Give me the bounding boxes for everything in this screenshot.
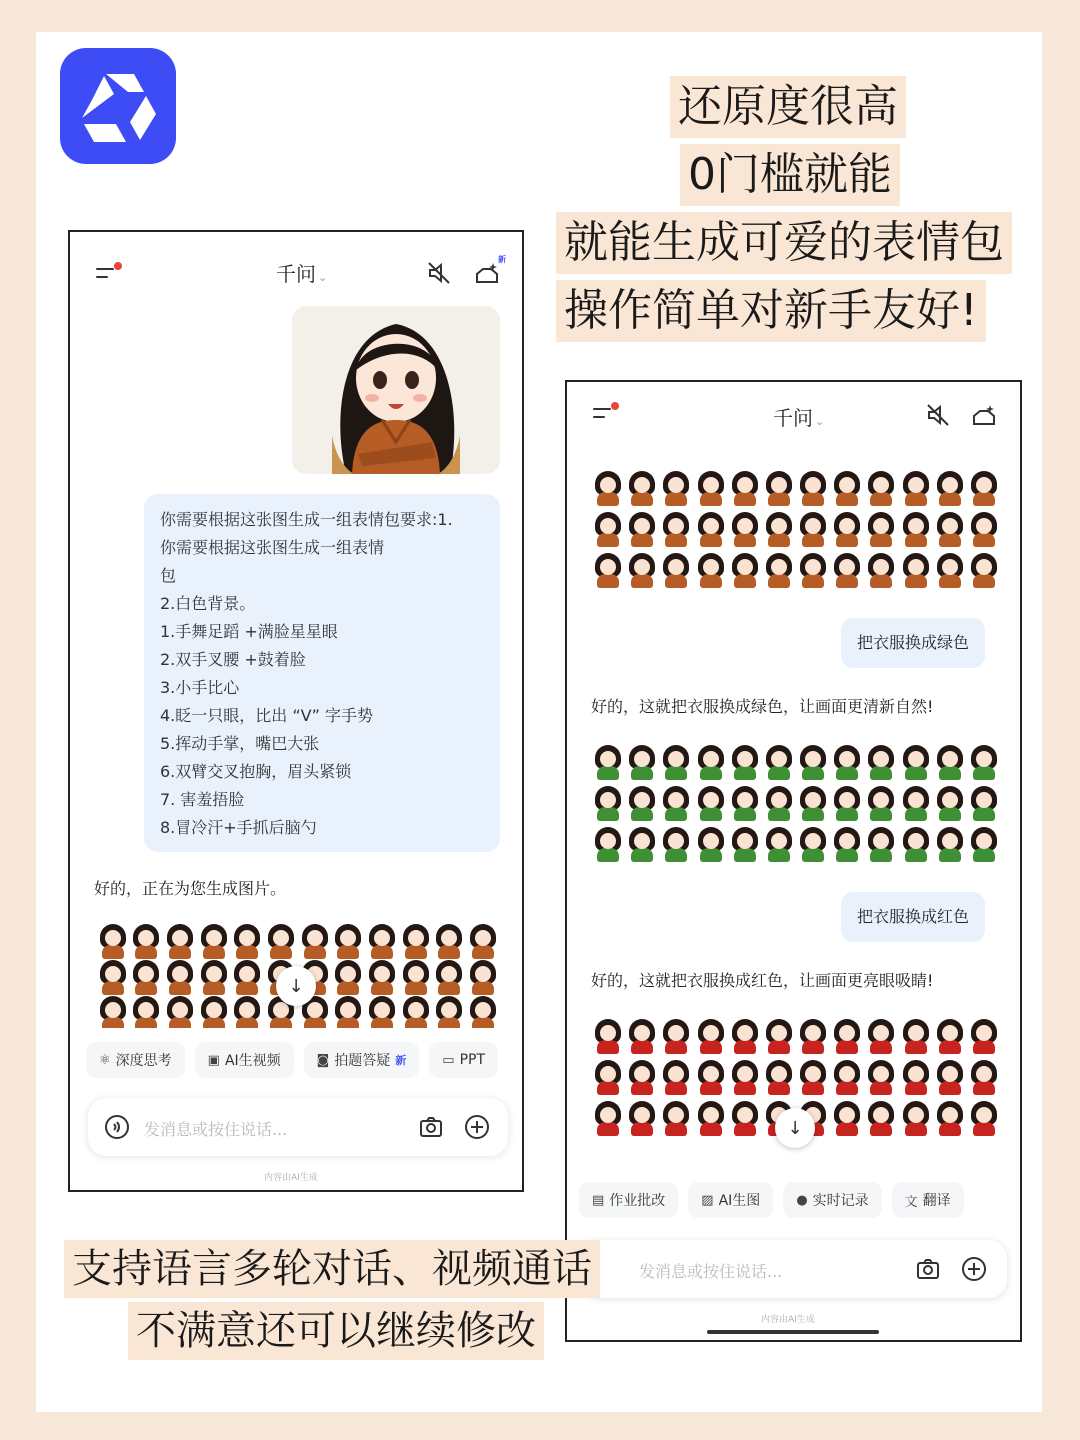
sticker-item <box>899 509 933 550</box>
camera-icon[interactable] <box>418 1114 444 1140</box>
request-line: 3.小手比心 <box>160 678 240 697</box>
ai-disclaimer: 内容由AI生成 <box>761 1315 815 1325</box>
qwen-logo-icon <box>76 64 160 148</box>
sticker-item <box>728 1057 762 1098</box>
sticker-item <box>830 1099 864 1140</box>
sticker-item <box>298 924 332 960</box>
sticker-item <box>796 1016 830 1057</box>
sticker-item <box>399 960 433 996</box>
sticker-item <box>591 1099 625 1140</box>
request-line: 2.双手叉腰 +鼓着脸 <box>160 650 306 669</box>
sticker-item <box>365 924 399 960</box>
sticker-item <box>694 509 728 550</box>
sticker-item <box>728 825 762 866</box>
sticker-item <box>967 468 1001 509</box>
sticker-item <box>762 468 796 509</box>
sticker-item <box>399 924 433 960</box>
sticker-item <box>830 1016 864 1057</box>
request-line: 6.双臂交叉抱胸，眉头紧锁 <box>160 762 352 781</box>
message-input[interactable]: 发消息或按住说话... <box>639 1262 783 1281</box>
sticker-item <box>864 468 898 509</box>
sticker-item <box>864 825 898 866</box>
sticker-item <box>933 509 967 550</box>
request-line: 7. 害羞捂脸 <box>160 790 245 809</box>
sticker-item <box>659 1016 693 1057</box>
sticker-item <box>796 1057 830 1098</box>
new-badge: 新 <box>498 255 506 264</box>
headline-line-4: 操作简单对新手友好! <box>556 280 986 342</box>
sticker-item <box>625 1016 659 1057</box>
sticker-item <box>830 509 864 550</box>
sticker-item <box>830 1057 864 1098</box>
headline-line-3: 就能生成可爱的表情包 <box>556 212 1012 274</box>
request-line: 1.手舞足蹈 +满脸星星眼 <box>160 622 338 641</box>
sticker-item <box>399 996 433 1028</box>
camera-icon[interactable] <box>915 1256 941 1282</box>
sticker-item <box>130 960 164 996</box>
sticker-item <box>694 551 728 592</box>
sticker-item <box>659 1057 693 1098</box>
sticker-item <box>694 1057 728 1098</box>
request-line: 8.冒冷汗+手抓后脑勺 <box>160 818 317 837</box>
sticker-item <box>762 825 796 866</box>
sticker-item <box>796 825 830 866</box>
sticker-item <box>231 960 265 996</box>
sticker-sheet-green[interactable] <box>591 742 1001 866</box>
chip-photo-question[interactable]: ◙ 拍题答疑 新 <box>304 1042 420 1078</box>
new-chat-icon[interactable] <box>474 260 500 286</box>
sticker-item <box>762 551 796 592</box>
sticker-item <box>694 1099 728 1140</box>
request-line: 2.白色背景。 <box>160 594 256 613</box>
sticker-item <box>933 1016 967 1057</box>
sticker-item <box>96 960 130 996</box>
chip-homework[interactable]: ▤ 作业批改 <box>579 1182 678 1218</box>
headline-line-1: 还原度很高 <box>670 76 906 138</box>
sticker-item <box>625 1057 659 1098</box>
sticker-item <box>933 742 967 783</box>
sticker-item <box>231 996 265 1028</box>
sticker-item <box>864 551 898 592</box>
sticker-item <box>163 960 197 996</box>
sticker-item <box>591 783 625 824</box>
sticker-item <box>899 1057 933 1098</box>
user-message-bubble: 把衣服换成绿色 <box>841 618 985 668</box>
sticker-item <box>967 1099 1001 1140</box>
sticker-item <box>466 960 500 996</box>
sticker-item <box>365 996 399 1028</box>
chip-ppt[interactable]: ▭ PPT <box>429 1042 498 1078</box>
quick-action-chips <box>579 1182 964 1218</box>
mic-icon: ● <box>796 1192 808 1208</box>
app-title[interactable]: 千问 ⌄ <box>773 406 825 430</box>
sticker-item <box>796 551 830 592</box>
sticker-item <box>899 468 933 509</box>
sticker-item <box>625 468 659 509</box>
sticker-item <box>659 1099 693 1140</box>
sticker-item <box>899 742 933 783</box>
sticker-item <box>864 783 898 824</box>
sticker-item <box>728 509 762 550</box>
sticker-item <box>433 960 467 996</box>
sticker-item <box>264 924 298 960</box>
message-input-bar[interactable] <box>581 1240 1007 1298</box>
app-title[interactable]: 千问 ⌄ <box>276 262 328 286</box>
sticker-item <box>659 468 693 509</box>
sticker-item <box>728 1016 762 1057</box>
sticker-item <box>591 1057 625 1098</box>
sticker-item <box>728 783 762 824</box>
sticker-item <box>830 551 864 592</box>
menu-icon[interactable] <box>593 402 619 424</box>
sticker-item <box>694 825 728 866</box>
new-tag: 新 <box>395 1054 407 1067</box>
sticker-item <box>197 996 231 1028</box>
request-line: 你需要根据这张图生成一组表情 <box>160 538 385 557</box>
sticker-item <box>591 825 625 866</box>
ai-reply: 好的，这就把衣服换成红色，让画面更亮眼吸睛! <box>591 971 934 990</box>
sticker-item <box>197 924 231 960</box>
sticker-item <box>899 1016 933 1057</box>
sticker-item <box>433 996 467 1028</box>
sticker-item <box>830 742 864 783</box>
sticker-item <box>762 1016 796 1057</box>
sticker-item <box>864 509 898 550</box>
footer-line-1: 支持语言多轮对话、视频通话 <box>64 1240 600 1298</box>
sticker-item <box>967 1057 1001 1098</box>
user-request-bubble <box>144 494 500 852</box>
user-message-bubble: 把衣服换成红色 <box>841 892 985 942</box>
sticker-item <box>332 960 366 996</box>
ppt-icon: ▭ <box>442 1052 455 1068</box>
translate-icon: 文 <box>904 1194 918 1210</box>
scroll-down-button[interactable]: ↓ <box>775 1108 815 1148</box>
sticker-item <box>625 825 659 866</box>
mute-icon[interactable] <box>426 260 452 286</box>
sticker-item <box>933 1099 967 1140</box>
plus-icon[interactable] <box>464 1114 490 1140</box>
character-illustration <box>292 306 500 474</box>
footer-line-2: 不满意还可以继续修改 <box>128 1302 544 1360</box>
sticker-item <box>694 783 728 824</box>
mute-icon[interactable] <box>925 402 951 428</box>
sticker-item <box>332 996 366 1028</box>
sticker-item <box>796 509 830 550</box>
message-input-bar[interactable] <box>88 1098 508 1156</box>
sticker-item <box>659 742 693 783</box>
sticker-item <box>728 468 762 509</box>
chip-deep-think[interactable]: ⚛ 深度思考 <box>86 1042 185 1078</box>
uploaded-character-image[interactable] <box>292 306 500 474</box>
sticker-sheet-brown[interactable] <box>591 468 1001 592</box>
sticker-item <box>796 742 830 783</box>
sticker-item <box>933 1057 967 1098</box>
sticker-item <box>231 924 265 960</box>
ai-disclaimer: 内容由AI生成 <box>264 1173 318 1183</box>
plus-icon[interactable] <box>961 1256 987 1282</box>
sticker-item <box>591 551 625 592</box>
sticker-item <box>933 825 967 866</box>
sticker-item <box>967 783 1001 824</box>
sticker-item <box>864 1099 898 1140</box>
sticker-item <box>899 825 933 866</box>
request-line: 4.眨一只眼，比出 “V” 字手势 <box>160 706 373 725</box>
message-input[interactable]: 发消息或按住说话... <box>144 1120 288 1139</box>
sticker-item <box>899 551 933 592</box>
sticker-item <box>933 468 967 509</box>
sticker-item <box>466 924 500 960</box>
chip-ai-video[interactable]: ▣ AI生视频 <box>195 1042 294 1078</box>
sticker-item <box>933 551 967 592</box>
ai-reply: 好的，这就把衣服换成绿色，让画面更清新自然! <box>591 697 934 716</box>
sticker-item <box>728 551 762 592</box>
sticker-item <box>96 924 130 960</box>
sticker-item <box>433 924 467 960</box>
video-icon: ▣ <box>207 1052 220 1068</box>
photo-question-icon: ◙ <box>316 1052 330 1068</box>
chip-translate[interactable]: 文 翻译 <box>892 1182 964 1218</box>
sticker-item <box>899 1099 933 1140</box>
menu-icon[interactable] <box>96 262 122 284</box>
sticker-item <box>830 825 864 866</box>
sticker-item <box>694 742 728 783</box>
request-line: 5.挥动手掌，嘴巴大张 <box>160 734 320 753</box>
chip-live-record[interactable]: ● 实时记录 <box>783 1182 881 1218</box>
sticker-item <box>762 742 796 783</box>
sticker-item <box>591 742 625 783</box>
sticker-item <box>659 509 693 550</box>
request-line: 你需要根据这张图生成一组表情包要求:1. <box>160 510 453 529</box>
sticker-item <box>163 924 197 960</box>
deep-think-icon: ⚛ <box>99 1052 111 1068</box>
homework-icon: ▤ <box>592 1192 605 1208</box>
sticker-item <box>365 960 399 996</box>
sticker-item <box>96 996 130 1028</box>
sticker-item <box>591 1016 625 1057</box>
sticker-item <box>967 509 1001 550</box>
sticker-item <box>591 468 625 509</box>
sticker-item <box>728 742 762 783</box>
request-line: 包 <box>160 566 177 585</box>
sticker-item <box>659 825 693 866</box>
sticker-item <box>694 468 728 509</box>
sticker-item <box>694 1016 728 1057</box>
ai-reply: 好的，正在为您生成图片。 <box>94 879 287 898</box>
phone-screenshot-right <box>565 380 1022 1342</box>
phone-screenshot-left <box>68 230 524 1192</box>
sticker-item <box>163 996 197 1028</box>
sticker-item <box>197 960 231 996</box>
voice-icon[interactable] <box>104 1114 130 1140</box>
sticker-item <box>864 742 898 783</box>
sticker-item <box>466 996 500 1028</box>
sticker-item <box>762 509 796 550</box>
sticker-item <box>796 783 830 824</box>
sticker-item <box>625 742 659 783</box>
sticker-item <box>625 783 659 824</box>
new-chat-icon[interactable] <box>971 402 997 428</box>
top-bar <box>70 254 522 304</box>
home-indicator[interactable] <box>707 1330 879 1334</box>
sticker-item <box>796 468 830 509</box>
sticker-item <box>864 1057 898 1098</box>
sticker-item <box>659 551 693 592</box>
sticker-item <box>933 783 967 824</box>
qwen-app-logo <box>60 48 176 164</box>
sticker-item <box>967 825 1001 866</box>
sticker-item <box>130 924 164 960</box>
headline-line-2: 0门槛就能 <box>680 144 900 206</box>
sticker-item <box>967 742 1001 783</box>
sticker-item <box>625 1099 659 1140</box>
sticker-item <box>967 551 1001 592</box>
sticker-item <box>830 468 864 509</box>
sticker-item <box>659 783 693 824</box>
top-bar <box>567 398 1020 448</box>
sticker-item <box>625 509 659 550</box>
scroll-down-button[interactable]: ↓ <box>276 966 316 1006</box>
sticker-item <box>864 1016 898 1057</box>
quick-action-chips <box>86 1042 498 1078</box>
sticker-item <box>830 783 864 824</box>
sticker-item <box>967 1016 1001 1057</box>
sticker-item <box>591 509 625 550</box>
sticker-item <box>728 1099 762 1140</box>
chip-ai-image[interactable]: ▨ AI生图 <box>688 1182 773 1218</box>
sticker-item <box>762 783 796 824</box>
sticker-item <box>762 1057 796 1098</box>
image-icon: ▨ <box>701 1192 714 1208</box>
sticker-item <box>130 996 164 1028</box>
sticker-item <box>899 783 933 824</box>
sticker-item <box>332 924 366 960</box>
sticker-item <box>625 551 659 592</box>
